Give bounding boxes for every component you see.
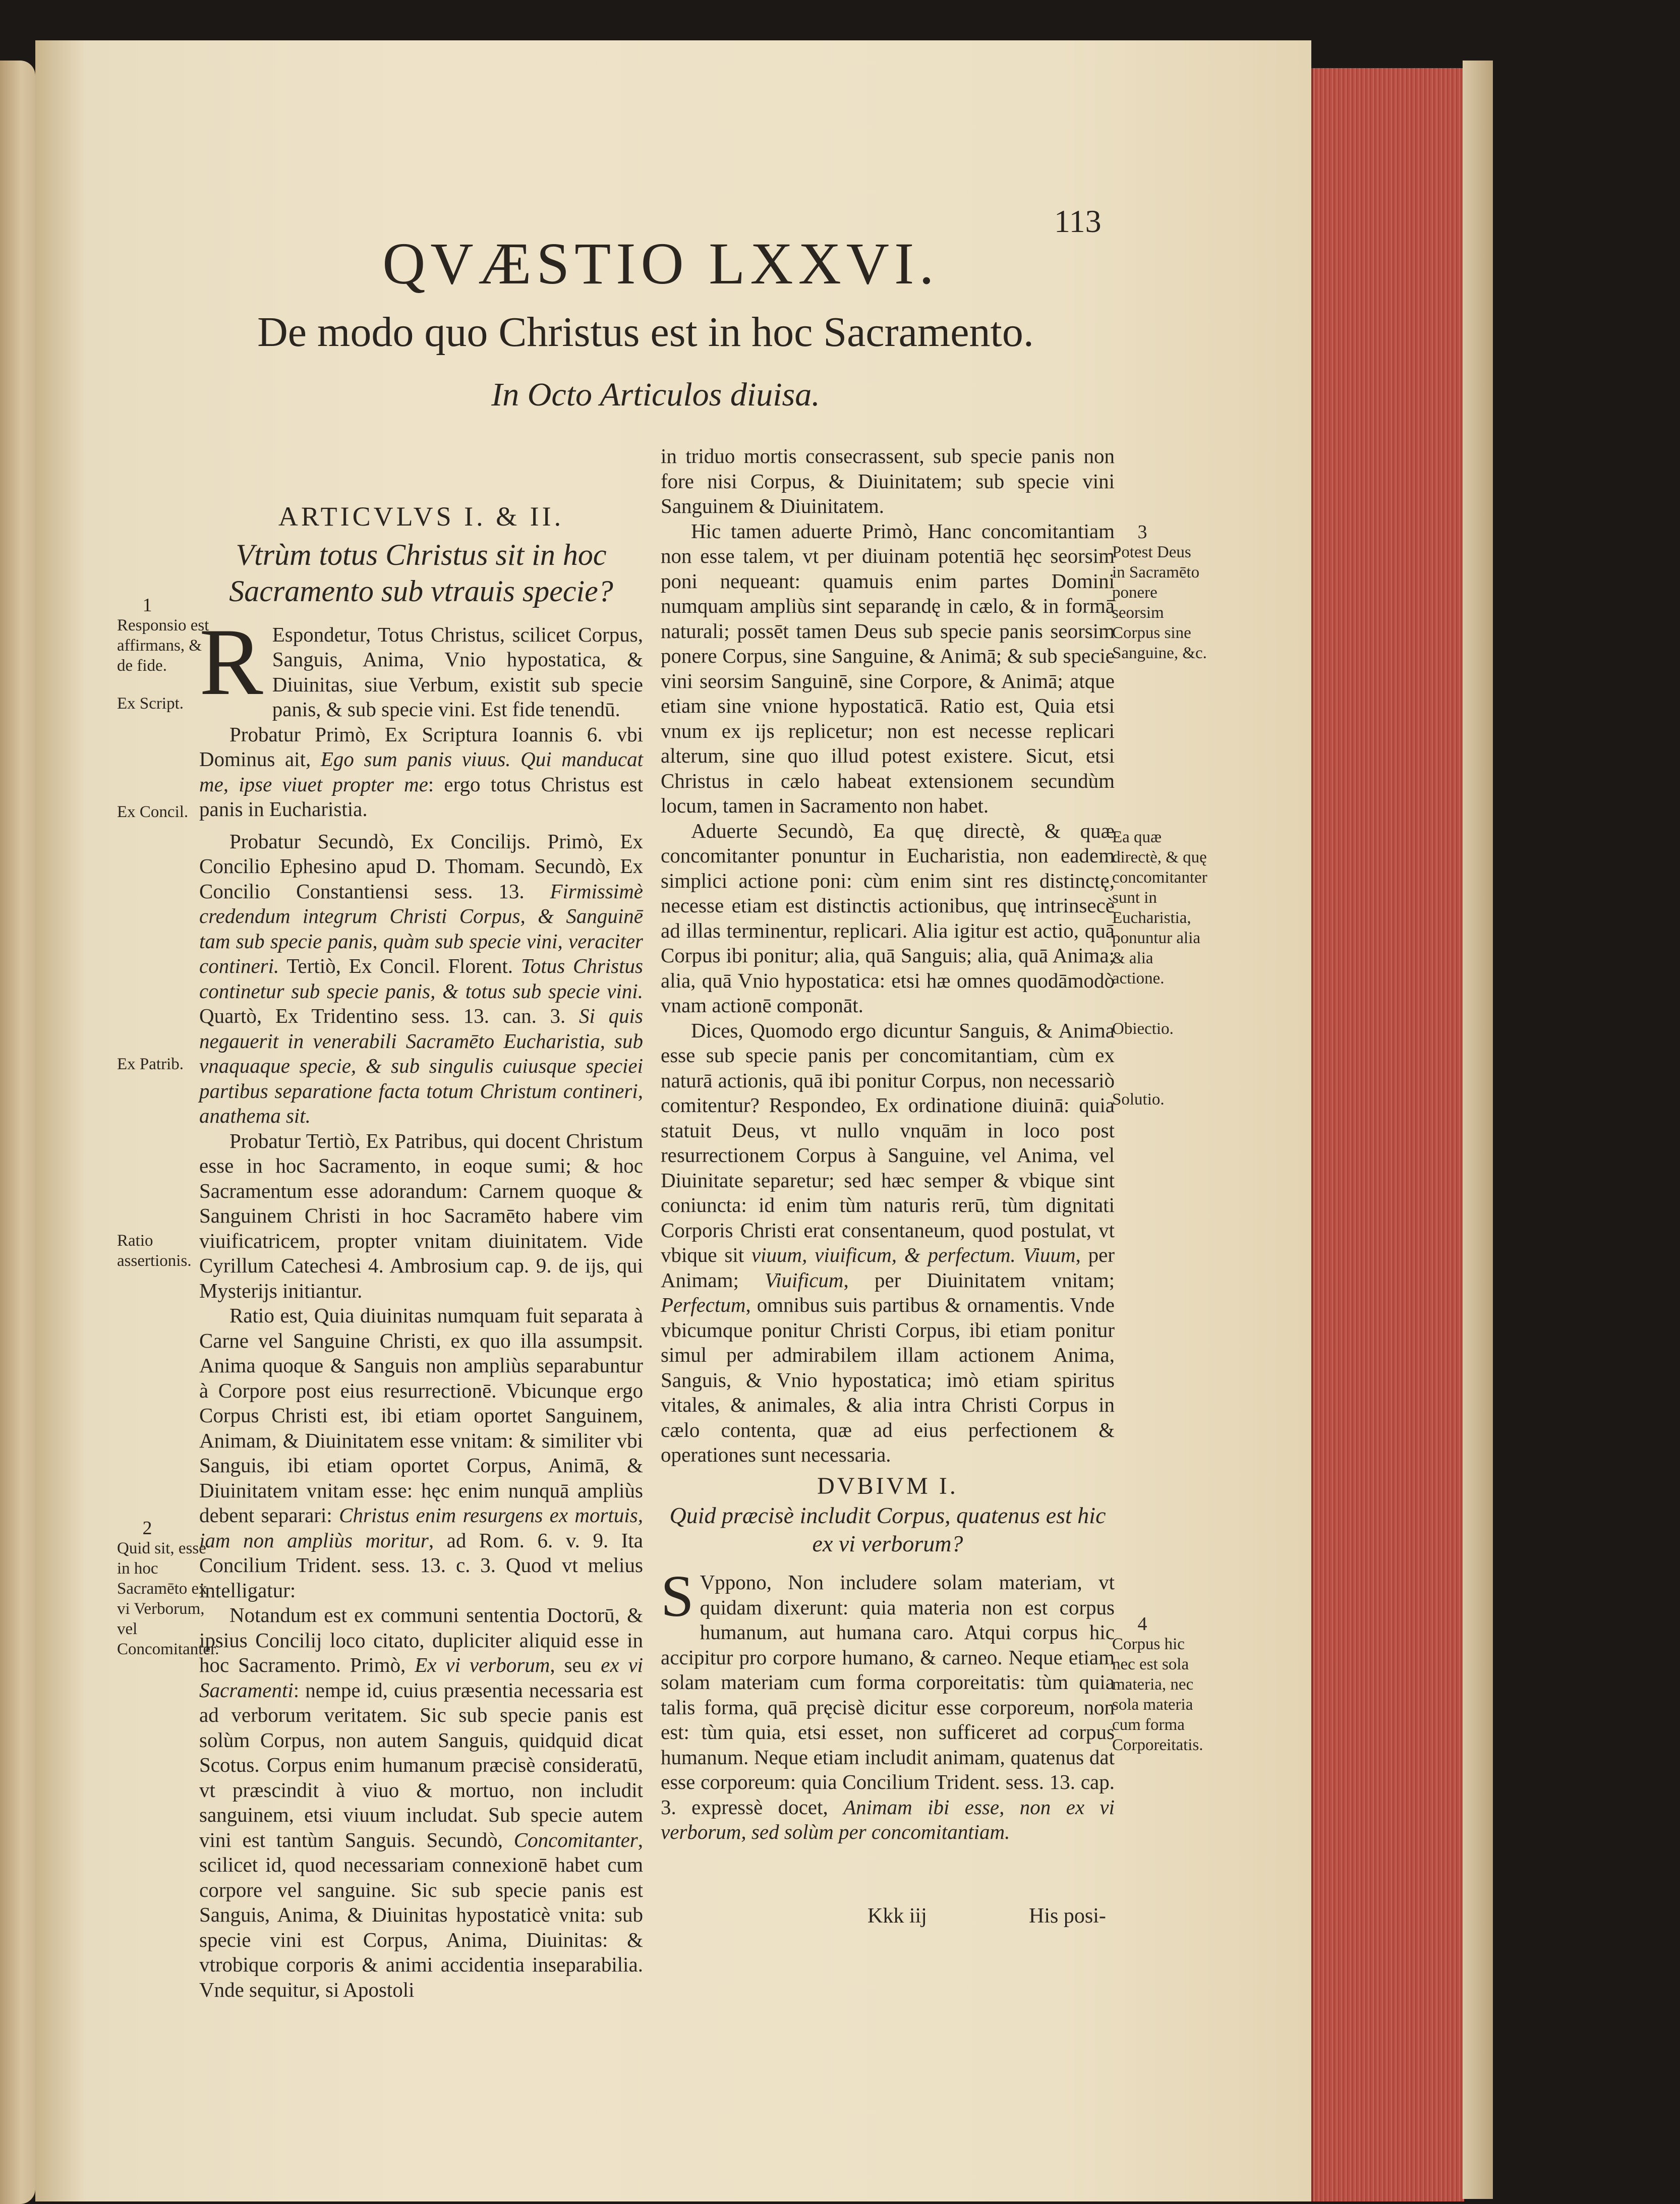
quaestio-subtitle: De modo quo Christus est in hoc Sacramento. <box>257 309 1034 356</box>
ratio-paragraph: Ratio est, Quia diuinitas numquam fuit separata à Carne vel Sanguine Christi, ex quo illa assumpsit. Anima quoque & Sanguis non ampliùs separabuntur à Corpore post eius resurrectionē. Vbicunque ergo Corpus Christi est, ibi etiam oportet Sanguinem, Animam, & Diuinitatem esse vnitam: & similiter vbi Sanguis, ibi etiam oportet Corpus, Animā, & Diuinitatem vnitam esse: hęc enim nunquā ampliùs debent separari: Christus enim resurgens ex mortuis, iam non ampliùs moritur, ad Rom. 6. v. 9. Ita Concilium Trident. sess. 13. c. 3. Quod vt melius intelligatur: <box>199 1304 643 1602</box>
aduerte-primo-paragraph: Hic tamen aduerte Primò, Hanc concomitantiam non esse talem, vt per diuinam potentiā hęc seorsim poni nequeant: quamuis enim partes Domini numquam ampliùs sint separandę in cælo, & in formā naturali; possēt tamen Deus sub specie panis seorsim ponere Corpus, sine Sanguine, & Animā; & sub specie vini seorsim Sanguinē, sine Corpore, & Animā; atque etiam sine vnione hypostaticā. Ratio est, Quia etsi vnum ex ijs replicetur; non est necesse replicari alterum, sine quo illud potest existere. Sicut, etsi Christus in cælo habeat extensionem secundùm locum, tamen in Sacramento non habet. <box>661 519 1115 817</box>
previous-page-edge <box>0 61 35 2204</box>
dices-paragraph: Dices, Quomodo ergo dicuntur Sanguis, & Anima esse sub specie panis per concomitantiam, cùm ex naturā actionis, quā ibi ponitur Corpus, non necessariò comitentur? Respondeo, Ex ordinatione diuinā: quia statuit Deus, vt nullo vnquām in loco post resurrectionem Corpus à Sanguine, vel Anima, vel Diuinitate separetur; sed hæc semper & vbique sint coniuncta: id enim tùm naturis rerū, tùm dignitati Corporis Christi erat consentaneum, quod postulat, vt vbique sit viuum, viuificum, & perfectum. Viuum, per Animam; Viuificum, per Diuinitatem vnitam; Perfectum, omnibus suis partibus & ornamentis. Vnde vbicumque ponitur Christi Corpus, ibi etiam ponitur simul per admirabilem illam actionem Anima, Sanguis, & Vnio hypostatica; imò etiam spiritus vitales, & animales, & alia intra Christi Corpus in cælo contenta, quæ ad eius perfectionem & operationes sunt necessaria. <box>661 1018 1115 1466</box>
articulus-heading: ARTICVLVS I. & II. <box>278 501 564 532</box>
right-column <box>661 444 1115 1845</box>
margin-note-obiectio: Obiectio. <box>1112 1020 1174 1038</box>
response-paragraph: R Espondetur, Totus Christus, scilicet Corpus, Sanguis, Anima, Vnio hypostatica, & Diuinitas, siue Verbum, existit sub specie panis, & sub specie vini. Est fide tenendū. <box>199 609 643 721</box>
left-column <box>199 501 644 2002</box>
proof-councils: Probatur Secundò, Ex Concilijs. Primò, Ex Concilio Ephesino apud D. Thomam. Secundò, Ex Concilio Constantiensi sess. 13. Firmissimè credendum integrum Christi Corpus, & Sanguinē tam sub specie panis, quàm sub specie vini, veraciter contineri. Tertiò, Ex Concil. Florent. Totus Christus continetur sub specie panis, & totus sub specie vini. Quartò, Ex Tridentino sess. 13. can. 3. Si quis negauerit in venerabili Sacramēto Eucharistia, sub vnaquaque specie, & sub singulis cuiusque speciei partibus separatione facta totum Christum contineri, anathema sit. <box>199 829 643 1127</box>
margin-note-ea-quae: Ea quæ directè, & quę concomitanter sunt in Eucharistia, ponuntur alia & alia actione. <box>1112 828 1207 988</box>
dubium-question: Quid præcisè includit Corpus, quatenus est hic ex vi verborum? <box>669 1502 1106 1556</box>
notandum-paragraph: Notandum est ex communi sententia Doctorū, & ipsius Concilij loco citato, dupliciter aliquid esse in hoc Sacramento. Primò, Ex vi verborum, seu ex vi Sacramenti: nempe id, cuius præsentia necessaria est ad verborum veritatem. Sic sub specie panis est solùm Corpus, non autem Sanguis, quidquid dicat Scotus. Corpus enim humanum præcisè consideratū, vt præscindit à viuo & mortuo, non includit sanguinem, etsi viuum includat. Sub specie autem vini est tantùm Sanguis. Secundò, Concomitanter, scilicet id, quod necessariam connexionē habet cum corpore vel sanguine. Sic sub specie panis est Sanguis, Anima, & Diuinitas hypostaticè vnita: sub specie vini est Corpus, Anima, Diuinitas: & vtrobique corporis & animi accidentia inseparabilia. Vnde sequitur, si Apostoli <box>199 1603 644 2001</box>
catchword: His posi- <box>1029 1904 1106 1928</box>
margin-note-ex-concil: Ex Concil. <box>117 803 189 821</box>
articulus-question: Vtrùm totus Christus sit in hoc Sacramento sub vtrauis specie? <box>229 538 613 608</box>
margin-note-solutio: Solutio. <box>1112 1090 1165 1109</box>
margin-note-ex-script: Ex Script. <box>117 694 184 713</box>
quaestio-title: QVÆSTIO LXXVI. <box>382 230 939 297</box>
book-cover-edge <box>1463 61 1493 2199</box>
dubium-heading: DVBIVM I. <box>817 1472 958 1499</box>
drop-cap-r: R <box>199 609 263 715</box>
margin-note-responsio: 1 Responsio est affirmans, & de fide. <box>117 595 209 675</box>
proof-fathers: Probatur Tertiò, Ex Patribus, qui docent Christum esse in hoc Sacramento, in eoque sumi; & hoc Sacramentum esse adorandum: Carnem quoque & Sanguinem Christi in hoc Sacramēto habere vim viuificatricem, propter vnitam diuinitatem. Vide Cyrillum Catechesi 4. Ambrosium cap. 9. de ijs, qui Mysterijs initiantur. <box>199 1129 643 1302</box>
triduo-paragraph: in triduo mortis consecrassent, sub specie panis non fore nisi Corpus, & Diuinitatem; sub specie vini Sanguinem & Diuinitatem. <box>661 444 1115 517</box>
margin-note-corpus-hic: 4 Corpus hic nec est sola materia, nec sola materia cum forma Corporeitatis. <box>1112 1613 1203 1754</box>
margin-note-ex-patrib: Ex Patrib. <box>117 1055 184 1073</box>
margin-note-ratio: Ratio assertionis. <box>117 1232 192 1270</box>
proof-scripture: Probatur Primò, Ex Scriptura Ioannis 6. vbi Dominus ait, Ego sum panis viuus. Qui manducat me, ipse viuet propter me: ergo totus Christus est panis in Eucharistia. <box>199 722 643 821</box>
suppono-paragraph: S Vppono, Non includere solam materiam, vt quidam dixerunt: quia materia non est corpus humanum, aut humana caro. Atqui corpus hic accipitur pro corpore humano, & carneo. Neque etiam solam materiam cum forma corporeitatis: tùm quia talis forma, quā pręcisè dicitur esse corporeum, non est: tùm quia, etsi esset, non sufficeret ad corpus humanum. Neque etiam includit animam, quatenus dat esse corporeum: quia Concilium Trident. sess. 13. cap. 3. expressè docet, Animam ibi esse, non ex vi verborum, sed solùm per concomitantiam. <box>661 1563 1115 1843</box>
drop-cap-s: S <box>661 1563 694 1629</box>
margin-note-quid-sit: 2 Quid sit, esse in hoc Sacramēto ex vi Verborum, vel Concomitanter. <box>117 1518 219 1658</box>
red-page-edges <box>1311 68 1464 2201</box>
page-number: 113 <box>1054 203 1102 239</box>
aduerte-secundo-paragraph: Aduerte Secundò, Ea quę directè, & quæ concomitanter ponuntur in Eucharistia, non eadem simplici actione poni: cùm enim sint res distinctę, necesse etiam est distinctis actionibus, quę intrinsecè ad illas terminentur, replicari. Alia igitur est actio, quā Corpus ibi ponitur; alia, quā Sanguis; alia, quā Anima; alia, quā Vnio hypostatica: etsi hæ omnes quodāmodò vnam actionē componāt. <box>661 819 1115 1017</box>
margin-note-potest-deus: 3 Potest Deus in Sacramēto ponere seorsim Corpus sine Sanguine, &c. <box>1112 521 1207 662</box>
signature-mark: Kkk iij <box>867 1904 927 1928</box>
division-note: In Octo Articulos diuisa. <box>491 376 820 413</box>
